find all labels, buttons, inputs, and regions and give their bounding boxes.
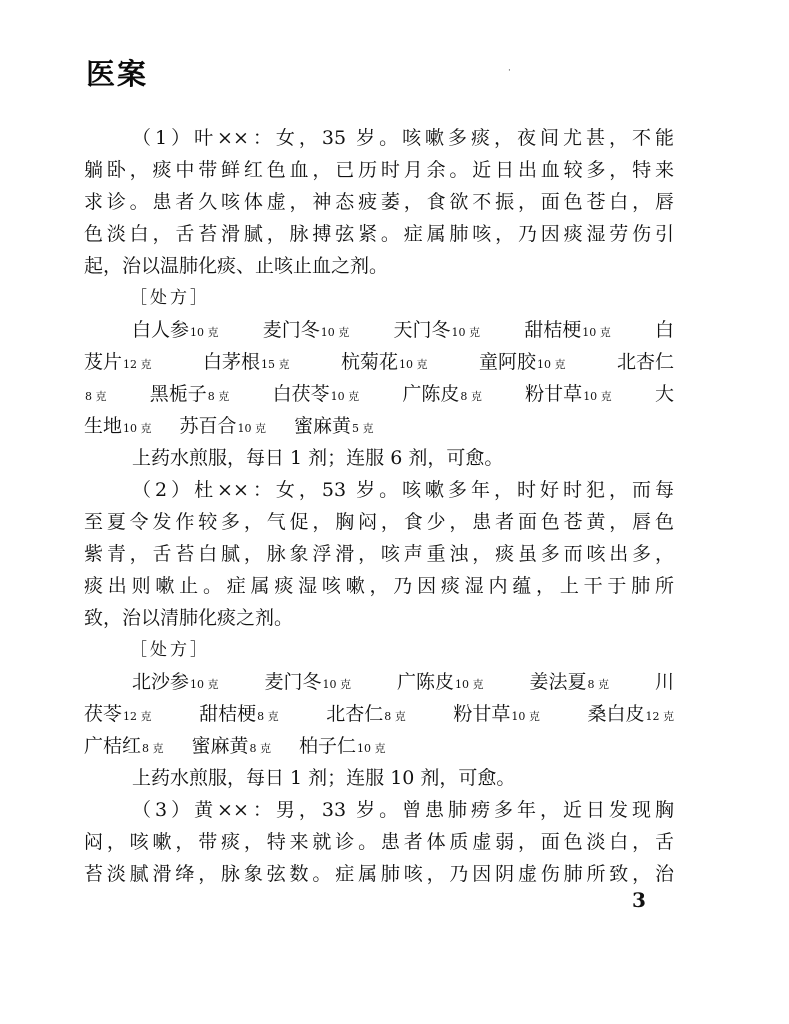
herb-item: 姜法夏8 克 — [529, 671, 609, 693]
case2-line-1: （2）杜××：女，53 岁。咳嗽多年，时好时犯，而每 — [132, 479, 674, 501]
page-number: 3 — [632, 888, 646, 912]
case1-line-3: 求诊。患者久咳体虚，神态疲萎，食欲不振，面色苍白，唇 — [84, 191, 674, 213]
case1-usage: 上药水煎服，每日 1 剂；连服 6 剂，可愈。 — [132, 447, 504, 469]
herb-item: 麦门冬10 克 — [264, 671, 351, 693]
case1-rx-label: ［处方］ — [130, 288, 210, 308]
herb-item: 麦门冬10 克 — [262, 319, 350, 341]
case2-rx-row-1 — [132, 670, 674, 697]
herb-item-wrap-end: 生地10 克 — [84, 415, 152, 437]
case3-line-1: （3）黄××：男，33 岁。曾患肺痨多年，近日发现胸 — [132, 799, 674, 821]
herb-item: 黑栀子8 克 — [149, 383, 230, 405]
herb-item-wrap-start: 大 — [654, 383, 674, 405]
herb-item: 蜜麻黄8 克 — [191, 735, 272, 757]
case1-line-4: 色淡白，舌苔滑腻，脉搏弦紧。症属肺咳，乃因痰湿劳伤引 — [84, 223, 674, 245]
herb-item: 蜜麻黄5 克 — [294, 415, 374, 437]
herb-item: 粉甘草10 克 — [453, 703, 540, 725]
case1-rx-row-1 — [132, 318, 674, 345]
case2-rx-row-3 — [84, 734, 674, 761]
herb-item: 白茅根15 克 — [202, 351, 290, 373]
case3-line-3: 苔淡腻滑绛，脉象弦数。症属肺咳，乃因阴虚伤肺所致，治 — [84, 863, 674, 885]
herb-item: 北杏仁 — [616, 351, 674, 373]
herb-item: 广陈皮10 克 — [396, 671, 484, 693]
case2-line-4: 痰出则嗽止。症属痰湿咳嗽，乃因痰湿内蕴，上干于肺所 — [84, 575, 674, 597]
scan-speck: · — [508, 66, 511, 76]
herb-item-wrap-start: 白 — [654, 319, 674, 341]
herb-item: 粉甘草10 克 — [525, 383, 612, 405]
herb-item: 甜桔梗8 克 — [199, 703, 279, 725]
case2-rx-label: ［处方］ — [130, 640, 210, 660]
herb-item: 北沙参10 克 — [132, 671, 219, 693]
herb-item: 白茯苓10 克 — [272, 383, 360, 405]
case2-line-5: 致，治以清肺化痰之剂。 — [84, 607, 294, 629]
case1-line-5: 起，治以温肺化痰、止咳止血之剂。 — [84, 255, 389, 277]
herb-item: 白人参10 克 — [132, 319, 219, 341]
herb-item: 桑白皮12 克 — [587, 703, 674, 725]
herb-item: 甜桔梗10 克 — [524, 319, 611, 341]
case1-rx-row-3 — [84, 382, 674, 409]
case1-line-2: 躺卧，痰中带鲜红色血，已历时月余。近日出血较多，特来 — [84, 159, 674, 181]
herb-item-wrap-start: 川 — [654, 671, 674, 693]
herb-item: 广桔红8 克 — [84, 735, 164, 757]
herb-item: 苏百合10 克 — [179, 415, 267, 437]
case2-line-2: 至夏令发作较多，气促，胸闷，食少，患者面色苍黄，唇色 — [84, 511, 674, 533]
page-heading: 医案 — [86, 57, 149, 91]
case3-line-2: 闷，咳嗽，带痰，特来就诊。患者体质虚弱，面色淡白，舌 — [84, 831, 674, 853]
herb-item: 北杏仁8 克 — [326, 703, 406, 725]
herb-item: 杭菊花10 克 — [340, 351, 428, 373]
herb-item: 广陈皮8 克 — [402, 383, 482, 405]
case1-rx-row-2 — [84, 350, 674, 377]
herb-item: 天门冬10 克 — [393, 319, 480, 341]
case1-line-1: （1）叶××：女，35 岁。咳嗽多痰，夜间尤甚，不能 — [132, 127, 674, 149]
herb-dose-wrap: 8 克 — [85, 390, 107, 403]
herb-item: 柏子仁10 克 — [299, 735, 386, 757]
case2-rx-row-2 — [84, 702, 674, 729]
case1-rx-row-4 — [84, 414, 674, 441]
herb-item-wrap-end: 茯苓12 克 — [84, 703, 152, 725]
herb-item-wrap-end: 芨片12 克 — [84, 351, 152, 373]
case2-line-3: 紫青，舌苔白腻，脉象浮滑，咳声重浊，痰虽多而咳出多， — [84, 543, 674, 565]
herb-item: 童阿胶10 克 — [478, 351, 566, 373]
case2-usage: 上药水煎服，每日 1 剂；连服 10 剂，可愈。 — [132, 767, 516, 789]
